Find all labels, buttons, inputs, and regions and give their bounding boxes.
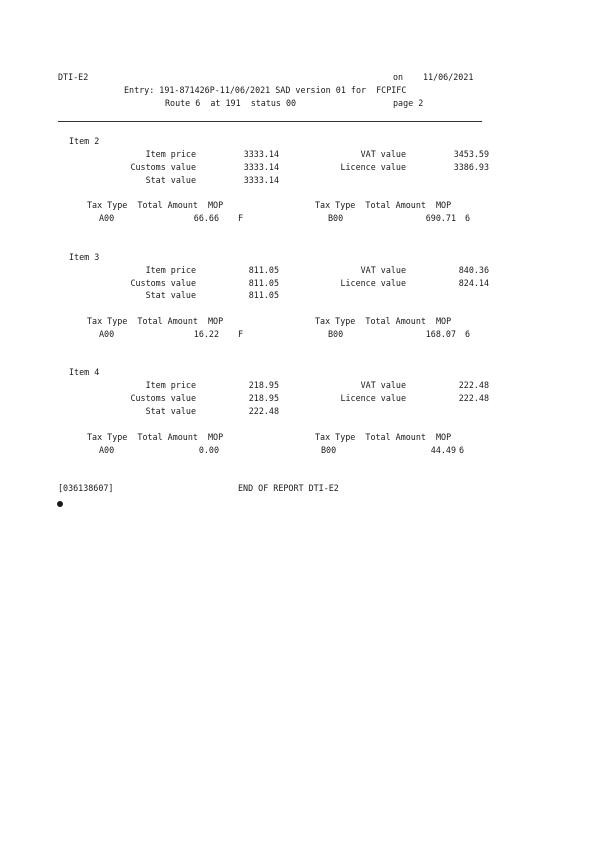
reference-code: [036138607] — [58, 483, 114, 493]
stat-value-label: Stat value — [145, 175, 196, 185]
tax-mop: 6 — [465, 213, 471, 223]
item-title: Item 3 — [69, 252, 100, 262]
report-id: DTI-E2 — [58, 72, 89, 82]
licence-value-label: Licence value — [340, 278, 406, 288]
vat-value-label: VAT value — [360, 380, 406, 390]
header-divider — [58, 121, 482, 122]
tax-header: Tax Type Total Amount MOP — [315, 200, 452, 210]
vat-value: 222.48 — [458, 380, 489, 390]
tax-type: B00 — [321, 445, 337, 455]
customs-value-label: Customs value — [130, 393, 196, 403]
report-date: 11/06/2021 — [423, 72, 474, 82]
vat-value: 3453.59 — [453, 149, 489, 159]
tax-header: Tax Type Total Amount MOP — [315, 316, 452, 326]
vat-value-label: VAT value — [360, 265, 406, 275]
item-title: Item 4 — [69, 367, 100, 377]
item-title: Item 2 — [69, 136, 100, 146]
tax-mop: F — [238, 213, 244, 223]
vat-value-label: VAT value — [360, 149, 406, 159]
tax-amount: 690.71 — [425, 213, 456, 223]
tax-amount: 168.07 — [425, 329, 456, 339]
licence-value-label: Licence value — [340, 162, 406, 172]
end-of-report: END OF REPORT DTI-E2 — [238, 483, 339, 493]
stat-value: 222.48 — [248, 406, 279, 416]
tax-amount: 44.49 — [430, 445, 456, 455]
customs-value: 811.05 — [248, 278, 279, 288]
licence-value: 824.14 — [458, 278, 489, 288]
item-price-label: Item price — [145, 149, 196, 159]
tax-type: A00 — [99, 213, 115, 223]
stat-value-label: Stat value — [145, 290, 196, 300]
item-price-label: Item price — [145, 380, 196, 390]
tax-amount: 66.66 — [193, 213, 219, 223]
ink-dot-mark — [57, 501, 63, 507]
tax-mop: F — [238, 329, 244, 339]
customs-value-label: Customs value — [130, 162, 196, 172]
customs-value-label: Customs value — [130, 278, 196, 288]
route-line: Route 6 at 191 status 00 — [165, 98, 297, 108]
item-price-value: 218.95 — [248, 380, 279, 390]
on-label: on — [393, 72, 404, 82]
stat-value: 3333.14 — [243, 175, 279, 185]
tax-header: Tax Type Total Amount MOP — [87, 432, 224, 442]
item-price-value: 3333.14 — [243, 149, 279, 159]
licence-value: 222.48 — [458, 393, 489, 403]
customs-value: 3333.14 — [243, 162, 279, 172]
item-price-label: Item price — [145, 265, 196, 275]
tax-type: B00 — [328, 329, 344, 339]
page-number: page 2 — [393, 98, 424, 108]
tax-header: Tax Type Total Amount MOP — [87, 200, 224, 210]
entry-line: Entry: 191-871426P-11/06/2021 SAD version 01 for FCPIFC — [124, 85, 407, 95]
tax-amount: 16.22 — [193, 329, 219, 339]
tax-header: Tax Type Total Amount MOP — [87, 316, 224, 326]
tax-mop: 6 — [459, 445, 465, 455]
tax-type: A00 — [99, 329, 115, 339]
licence-value-label: Licence value — [340, 393, 406, 403]
vat-value: 840.36 — [458, 265, 489, 275]
tax-header: Tax Type Total Amount MOP — [315, 432, 452, 442]
tax-type: A00 — [99, 445, 115, 455]
stat-value: 811.05 — [248, 290, 279, 300]
licence-value: 3386.93 — [453, 162, 489, 172]
item-price-value: 811.05 — [248, 265, 279, 275]
tax-type: B00 — [328, 213, 344, 223]
stat-value-label: Stat value — [145, 406, 196, 416]
tax-amount: 0.00 — [198, 445, 219, 455]
tax-mop: 6 — [465, 329, 471, 339]
customs-value: 218.95 — [248, 393, 279, 403]
